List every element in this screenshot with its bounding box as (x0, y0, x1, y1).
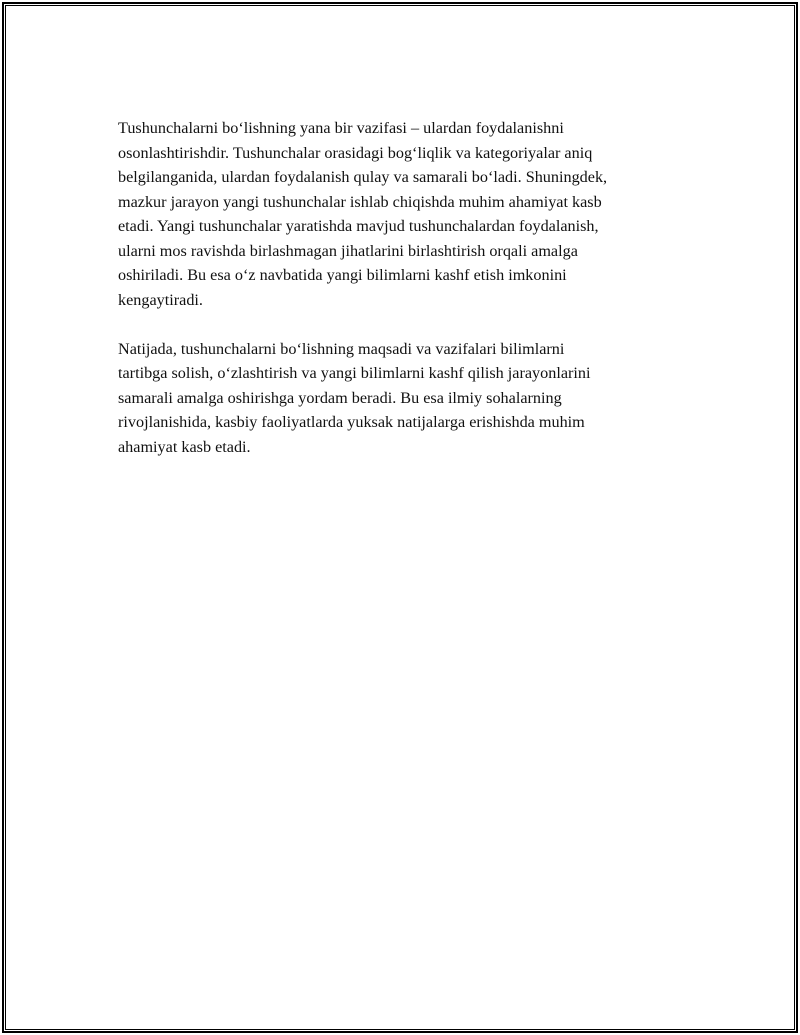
paragraph-1: Tushunchalarni bo‘lishning yana bir vazifasi – ulardan foydalanishni osonlashtirishdir. Tushunchalar orasidagi bog‘liqlik va kategoriyalar aniq belgilanganida, ulardan foydalanish qulay va samarali bo‘ladi. Shuningdek, mazkur jarayon yangi tushunchalar ishlab chiqishda muhim ahamiyat kasb etadi. Yangi tushunchalar yaratishda mavjud tushunchalardan foydalanish, ularni mos ravishda birlashmagan jihatlarini birlashtirish orqali amalga oshiriladi. Bu esa o‘z navbatida yangi bilimlarni kashf etish imkonini kengaytiradi. (118, 119, 608, 309)
document-body (118, 116, 698, 484)
paragraph-2: Natijada, tushunchalarni bo‘lishning maqsadi va vazifalari bilimlarni tartibga solish, o‘zlashtirish va yangi bilimlarni kashf qilish jarayonlarini samarali amalga oshirishga yordam beradi. Bu esa ilmiy sohalarning rivojlanishida, kasbiy faoliyatlarda yuksak natijalarga erishishda muhim ahamiyat kasb etadi. (118, 339, 591, 456)
